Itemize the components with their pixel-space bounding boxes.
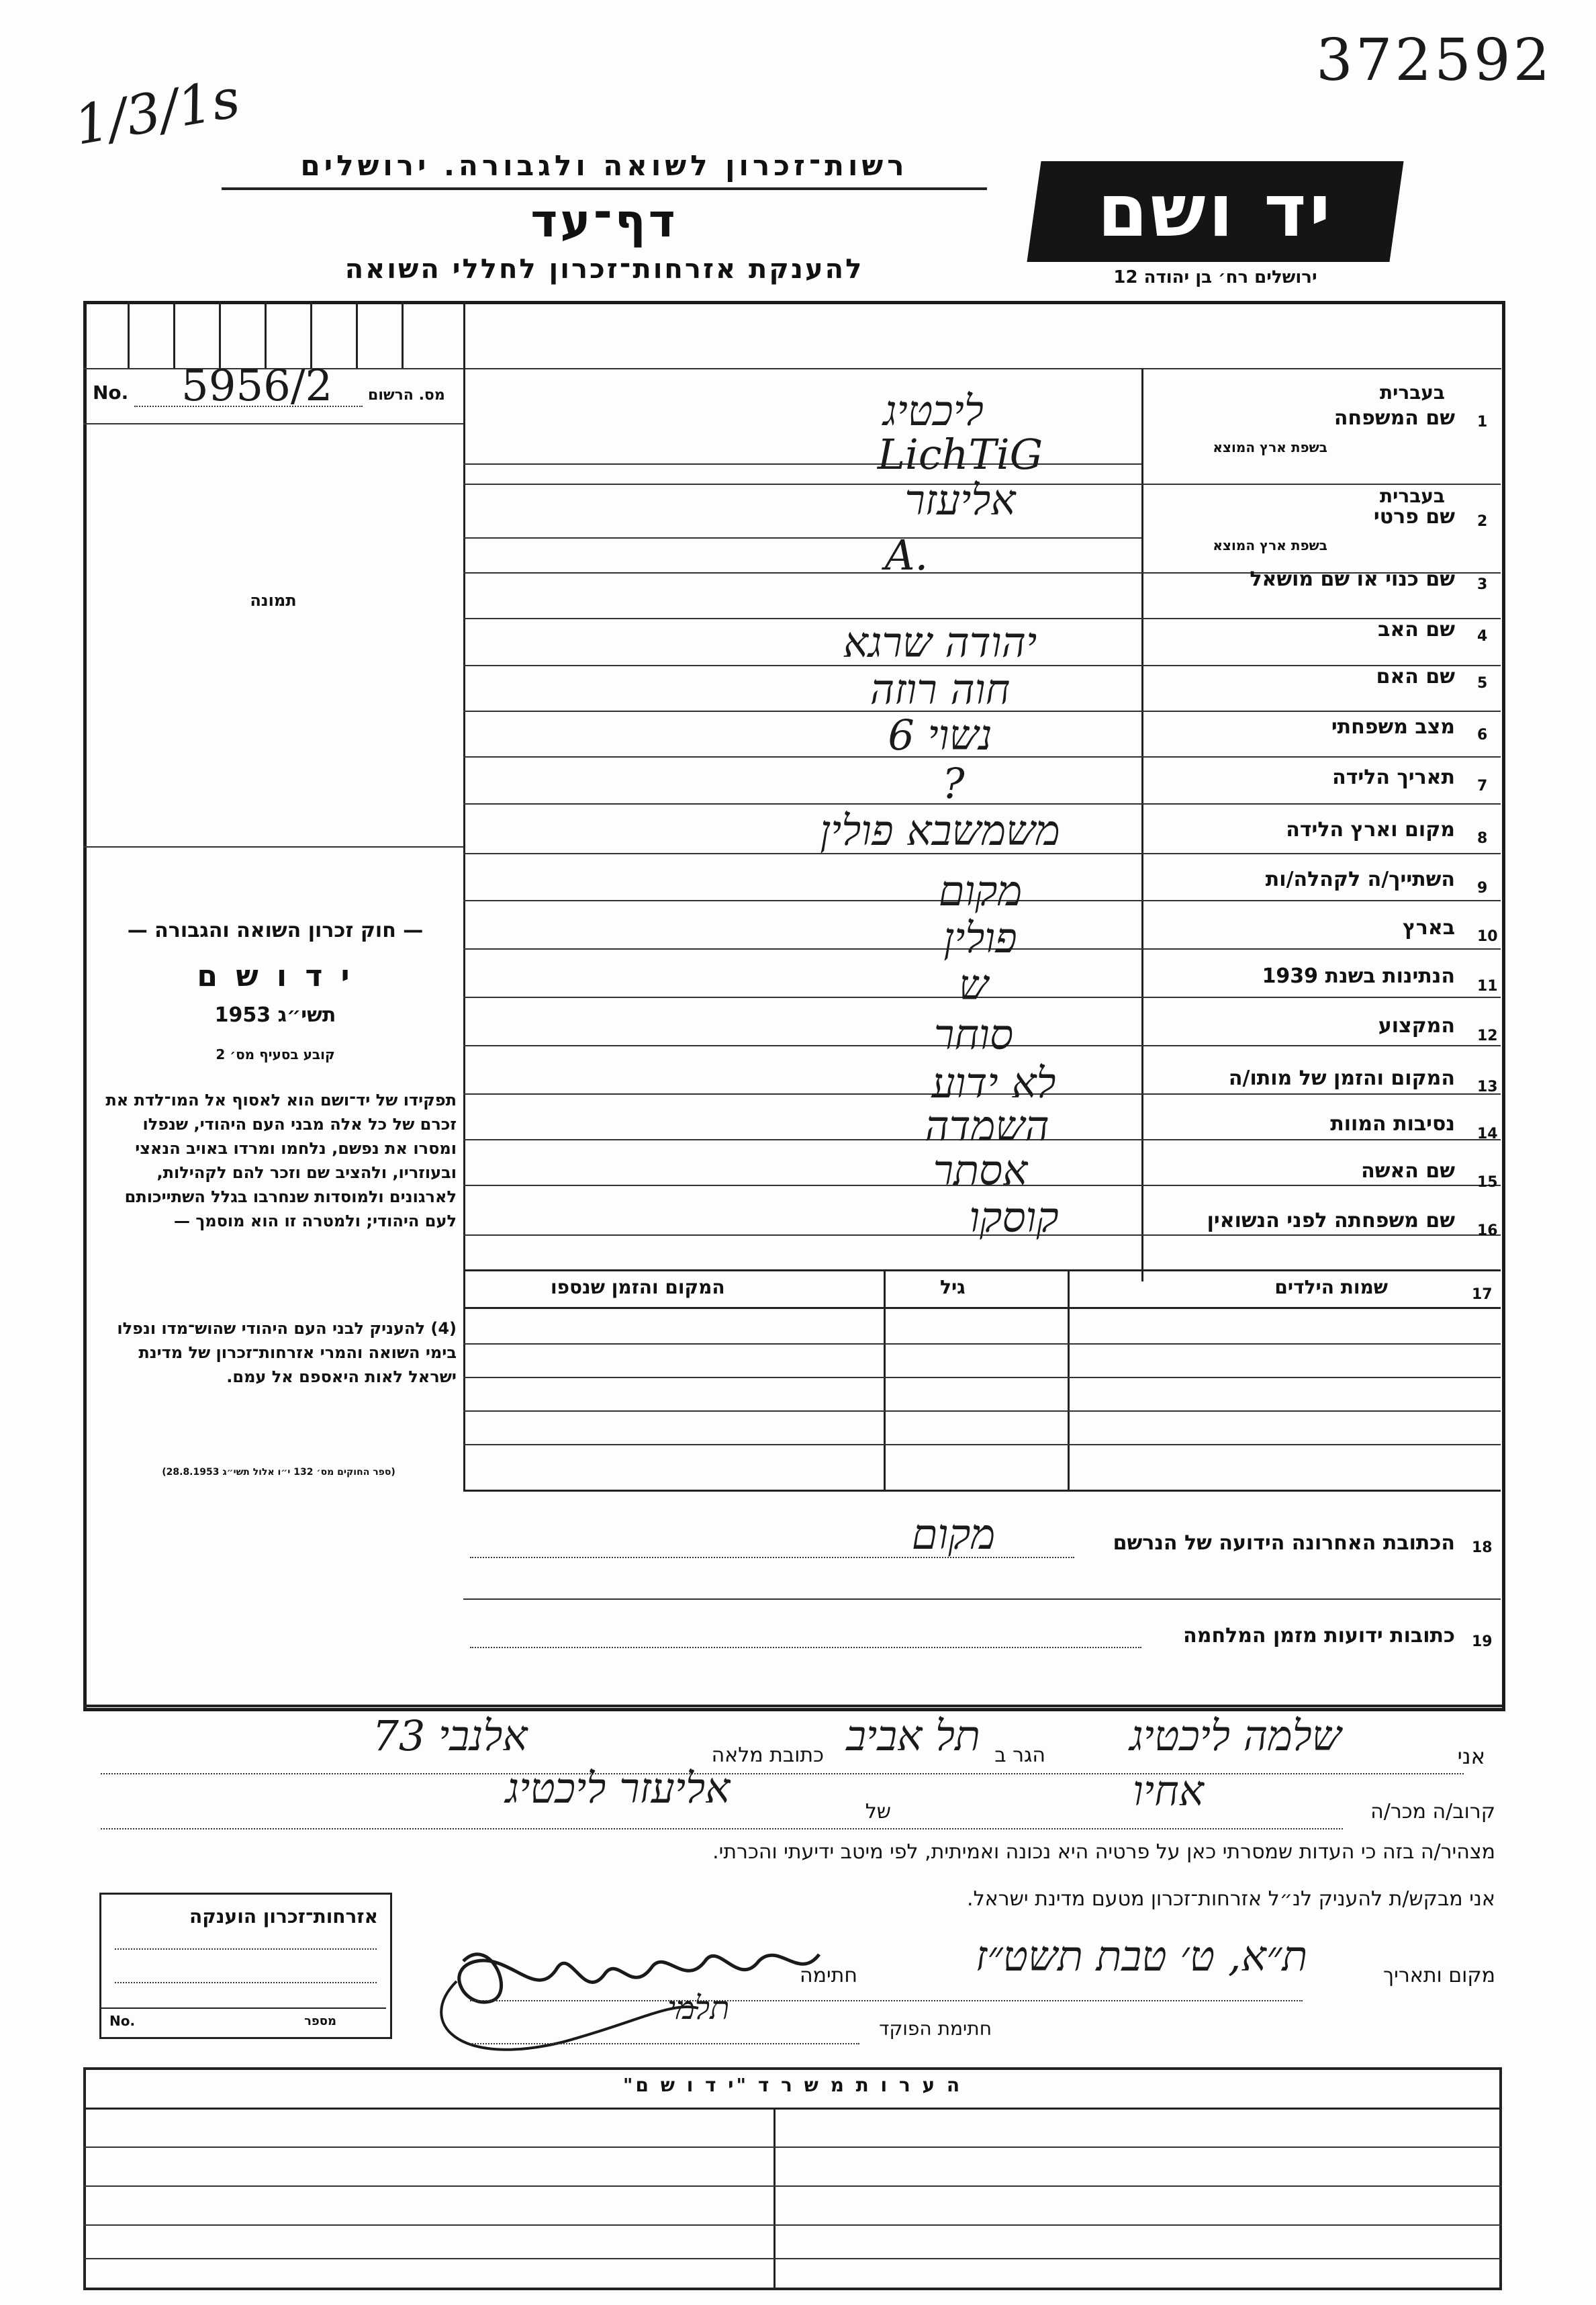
office-notes-divider — [773, 2108, 776, 2290]
decl-resident: הגר ב — [994, 1744, 1045, 1767]
field-9-num: 9 — [1477, 880, 1488, 897]
decl-signature-label: חתימה — [799, 1964, 857, 1987]
children-bottom-line — [463, 1490, 1501, 1492]
cell-divider — [265, 301, 267, 368]
decl-line-2 — [101, 1828, 1343, 1829]
field-1-label: שם המשפחה — [1333, 406, 1455, 430]
cell-divider — [128, 301, 130, 368]
field-18-value: מקום — [911, 1510, 996, 1559]
field-1-value2: LichTiG — [877, 430, 1043, 479]
field-5-value: חוה רוזה — [870, 665, 1011, 714]
cell-divider — [402, 301, 404, 368]
children-col-place: המקום והזמן שנספו — [551, 1276, 725, 1298]
office-notes-line — [83, 2224, 1502, 2226]
children-col-divider — [884, 1269, 886, 1491]
registration-line — [83, 423, 463, 424]
field-19-num: 19 — [1472, 1633, 1493, 1650]
field-19-label: כתובות ידועות מזמן המלחמה — [1183, 1624, 1455, 1647]
logo-text: יד ושם — [1097, 169, 1333, 253]
citizenship-line — [115, 1948, 377, 1950]
field-10-num: 10 — [1477, 928, 1498, 945]
field-4-num: 4 — [1477, 628, 1488, 645]
field-14-num: 14 — [1477, 1126, 1498, 1142]
field-17-num: 17 — [1472, 1286, 1493, 1303]
cell-divider — [310, 301, 312, 368]
citizenship-box — [99, 1893, 392, 2039]
children-header-line — [463, 1269, 1501, 1271]
field-11-value: ש — [959, 960, 988, 1009]
decl-place-date-label: מקום ותאריך — [1383, 1964, 1495, 1987]
field-14-label: נסיבות המוות — [1330, 1112, 1455, 1136]
law-paragraph-2: (4) להעניק לבני העם היהודי שהוש־מדו ונפלו בימי השואה והמרי אזרחות־זכרון של מדינת ישראל לאות היאספם אל עמם. — [117, 1319, 457, 1386]
field-7-num: 7 — [1477, 778, 1488, 795]
cell-divider — [356, 301, 358, 368]
decl-of-name: אליעזר ליכטיג — [505, 1764, 731, 1813]
citizenship-line — [115, 1982, 377, 1983]
decl-request: אני מבקש/ת להעניק לנ״ל אזרחות־זכרון מטעם מדינת ישראל. — [967, 1887, 1495, 1911]
field-9-value: מקום — [938, 866, 1023, 915]
children-col-divider — [1068, 1269, 1070, 1491]
office-notes-line — [83, 2146, 1502, 2148]
field-4-label: שם האב — [1378, 618, 1455, 641]
children-row-line — [463, 1410, 1501, 1412]
field-15-value: אסתר — [933, 1146, 1028, 1195]
decl-line-3 — [470, 2000, 1303, 2001]
logo-address: ירושלים רח׳ בן יהודה 12 — [1113, 267, 1317, 287]
field-3-num: 3 — [1477, 576, 1488, 593]
field-6-value: נשוי 6 — [888, 711, 992, 760]
cell-divider — [219, 301, 221, 368]
field-13-label: המקום והזמן של מותו/ה — [1228, 1067, 1455, 1090]
field-5-num: 5 — [1477, 675, 1488, 692]
children-sub-line — [463, 1307, 1501, 1309]
decl-place-date: ת״א, ט׳ טבת תשט״ז — [975, 1932, 1308, 1981]
field-10-label: בארץ — [1402, 916, 1455, 940]
field-15-num: 15 — [1477, 1174, 1498, 1191]
field-1-num: 1 — [1477, 414, 1488, 431]
office-notes-box — [83, 2067, 1502, 2290]
law-year: תשי״ג 1953 — [214, 1003, 336, 1027]
field-16-label: שם משפחתה לפני הנשואין — [1207, 1209, 1455, 1232]
declaration-top — [83, 1705, 1502, 1708]
field-4-value: יהודה שרגא — [843, 618, 1037, 667]
field-11-num: 11 — [1477, 978, 1498, 995]
archive-number: 372592 — [1316, 27, 1553, 94]
field-8-value: משמשבא פולין — [820, 806, 1060, 855]
field-19-underline — [470, 1647, 1141, 1648]
children-col-age: גיל — [940, 1276, 966, 1298]
field-13-num: 13 — [1477, 1079, 1498, 1095]
registration-value: 5956/2 — [181, 361, 333, 411]
photo-label: תמונה — [250, 591, 297, 610]
field-9-label: השתייך/ה לקהלה/ות — [1265, 868, 1455, 891]
corner-note: 1/3/1s — [69, 66, 244, 157]
children-col-names: שמות הילדים — [1274, 1276, 1388, 1298]
officer-signature: תלמי — [667, 1989, 730, 2027]
decl-of-label: של — [865, 1800, 891, 1823]
field-8-num: 8 — [1477, 830, 1488, 847]
authority-title: רשות־זכרון לשואה ולגבורה. ירושלים — [222, 149, 987, 190]
registration-label: מס. הרשום — [368, 387, 445, 404]
cell-divider — [173, 301, 175, 368]
field-2-value: אליעזר — [904, 476, 1016, 525]
field-11-label: הנתינות בשנת 1939 — [1262, 964, 1455, 988]
office-notes-line — [83, 2185, 1502, 2187]
decl-city: תל אביב — [846, 1711, 980, 1760]
field-16-num: 16 — [1477, 1222, 1498, 1239]
office-notes-title: ה ע ר ו ת מ ש ר ד "י ד ו ש ם" — [622, 2074, 963, 2096]
law-name: י ד ו ש ם — [197, 959, 354, 993]
field-13-value: לא ידוע — [931, 1058, 1056, 1108]
field-6-label: מצב משפחתי — [1331, 715, 1455, 739]
left-column-divider — [463, 301, 465, 1490]
registration-no-label: No. — [93, 381, 129, 404]
decl-relation: אחיו — [1132, 1766, 1205, 1815]
children-row-line — [463, 1377, 1501, 1378]
field-2-sub2: בשפת ארץ המוצא — [1213, 537, 1327, 553]
office-notes-line — [83, 2258, 1502, 2259]
decl-relative-label: קרוב/ה מכר/ה — [1370, 1800, 1495, 1823]
field-8-label: מקום וארץ הלידה — [1286, 818, 1455, 842]
field-7-label: תאריך הלידה — [1332, 766, 1455, 789]
decl-ani: אני — [1457, 1744, 1485, 1769]
decl-statement: מצהיר/ה בזה כי העדות שמסרתי כאן על פרטיה היא נכונה ואמיתית, לפי מיטב ידיעתי והכרתי. — [712, 1840, 1495, 1864]
citizenship-number-label: מספר — [304, 2014, 336, 2028]
children-row-line — [463, 1343, 1501, 1345]
field-14-value: השמדה — [925, 1101, 1049, 1150]
field-12-value: סוחר — [933, 1010, 1014, 1059]
decl-address-label: כתובת מלאה — [711, 1744, 824, 1767]
decl-line-4 — [470, 2043, 859, 2044]
yad-vashem-logo — [1027, 161, 1403, 262]
field-18-label: הכתובת האחרונה הידועה של הנרשם — [1113, 1531, 1455, 1555]
field-6-num: 6 — [1477, 727, 1488, 743]
field-2-sub1: בעברית — [1379, 485, 1445, 507]
office-notes-header-line — [83, 2108, 1502, 2110]
field-2-inner-line — [463, 537, 1141, 539]
field-2-num: 2 — [1477, 513, 1488, 530]
field-3-label: שם כנוי או שם מושאל — [1250, 568, 1455, 591]
citizenship-title: אזרחות־זכרון הוענקה — [189, 1905, 378, 1928]
field-5-label: שם האם — [1376, 665, 1455, 688]
row-line — [463, 1598, 1501, 1600]
field-10-value: פולין — [943, 913, 1017, 962]
citizenship-divider — [101, 2007, 386, 2009]
field-18-num: 18 — [1472, 1539, 1493, 1556]
law-title: — חוק זכרון השואה והגבורה — — [127, 919, 424, 942]
labels-column-divider — [1141, 368, 1143, 1281]
field-1-sub2: בשפת ארץ המוצא — [1213, 439, 1327, 455]
field-2-label: שם פרטי — [1373, 505, 1455, 529]
field-12-label: המקצוע — [1378, 1014, 1455, 1038]
photo-line — [83, 846, 463, 848]
field-7-value: ? — [942, 759, 965, 808]
law-citation: (ספר החוקים מס׳ 132 י״ו אלול תשי״ג 28.8.1953) — [162, 1467, 395, 1478]
law-clause: קובע בסעיף מס׳ 2 — [216, 1046, 335, 1063]
children-row-line — [463, 1444, 1501, 1445]
field-12-num: 12 — [1477, 1028, 1498, 1044]
decl-name: שלמה ליכטיג — [1129, 1711, 1342, 1760]
law-paragraph-1: תפקידו של יד־ושם הוא לאסוף אל המו־לדת את זכרם של כל אלה מבני העם היהודי, שנפלו ומסרו את נפשם, נלחמו ומרדו באויב הנאצי ובעוזריו, ולהציב שם וזכר להם לקהילות, לארגונים ולמוסדות שנחרבו בגלל השתייכותם לעם היהודי; ולמטרה זו הוא מוסמך — — [105, 1091, 457, 1230]
field-2-value2: A. — [884, 531, 929, 580]
decl-address: אלנבי 73 — [372, 1711, 528, 1760]
form-subtitle: להענקת אזרחות־זכרון לחללי השואה — [344, 254, 864, 285]
field-16-value: קוסקו — [969, 1193, 1059, 1242]
field-1-value: ליכטיג — [883, 386, 984, 435]
form-title: דף־עד — [530, 195, 678, 248]
field-1-sub1: בעברית — [1379, 381, 1445, 404]
field-15-label: שם האשה — [1361, 1159, 1455, 1183]
decl-officer-label: חתימת הפוקד — [879, 2018, 992, 2040]
citizenship-no-label: No. — [109, 2013, 136, 2029]
